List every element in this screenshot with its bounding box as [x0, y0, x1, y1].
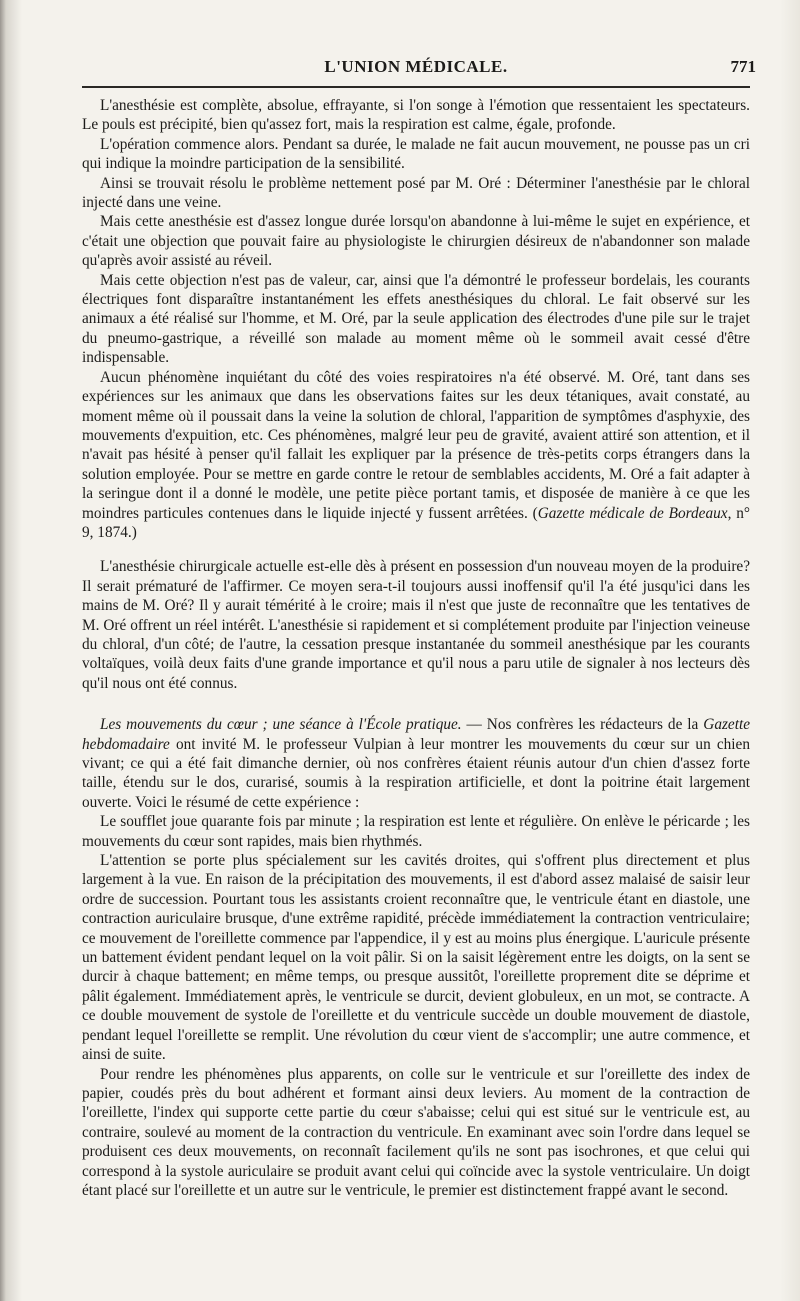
section-heading-paragraph [82, 715, 750, 812]
citation-issue: , n° 9, 1874.) [82, 504, 750, 541]
citation-open: ( [527, 504, 538, 522]
paragraph: Ainsi se trouvait résolu le problème nettement posé par M. Oré : Déterminer l'anesthésie par le chloral injecté dans une veine. [82, 174, 750, 212]
paragraph: L'attention se porte plus spécialement sur les cavités droites, qui s'offrent plus directement et plus largement à la vue. En raison de la précipitation des mouvements, il est d'abord assez malaisé de saisir leur ordre de succession. Pourtant tous les assistants croient reconnaître que, le ventricule étant en diastole, une contraction auriculaire brusque, d'une extrême rapidité, précède immédiatement la contraction ventriculaire; ce mouvement de l'oreillette commence par l'appendice, il y est au moins plus énergique. L'auricule présente un battement évident pendant lequel on la voit pâlir. Si on la saisit légèrement entre les doigts, on la sent se durcir à chaque battement; en même temps, ou presque aussitôt, l'oreillette proprement dite se déprime et pâlit également. Immédiatement après, le ventricule se durcit, devient globuleux, en un mot, se contracte. A ce double mouvement de systole de l'oreillette et du ventricule succède un double mouvement de diastole, pendant lequel l'oreillette se remplit. Une révolution du cœur vient de s'accomplir; une autre commence, et ainsi de suite. [82, 852, 750, 1064]
journal-page [82, 54, 756, 1200]
section-heading: Les mouvements du cœur ; une séance à l'École pratique. [100, 716, 462, 734]
paragraph: L'anesthésie est complète, absolue, effrayante, si l'on songe à l'émotion que ressentaient les spectateurs. Le pouls est précipité, bien qu'assez fort, mais la respiration est calme, égale, profonde. [82, 97, 750, 134]
paragraph: Mais cette objection n'est pas de valeur, car, ainsi que l'a démontré le professeur bordelais, les courants électriques font disparaître instantanément les effets anesthésiques du chloral. Le fait observé sur les animaux a été réalisé sur l'homme, et M. Oré, par la seule application des électrodes d'une pile sur le trajet du pneumo-gastrique, a réveillé son malade au moment même où le sommeil avait cessé d'être indispensable. [82, 271, 750, 367]
citation-journal: Gazette médicale de Bordeaux [537, 504, 728, 522]
running-title: L'UNION MÉDICALE. [324, 57, 508, 76]
paragraph: Mais cette anesthésie est d'assez longue durée lorsqu'on abandonne à lui-même le sujet en expérience, et c'était une objection que pouvait faire au physiologiste le chirurgien désireux de n'abandonner son malade qu'après avoir assisté au réveil. [82, 213, 750, 270]
page-number: 771 [730, 57, 756, 76]
paragraph: L'opération commence alors. Pendant sa durée, le malade ne fait aucun mouvement, ne pousse pas un cri qui indique la moindre participation de la sensibilité. [82, 135, 750, 173]
section-intro: ont invité M. le professeur Vulpian à leur montrer les mouvements du cœur sur un chien vivant; ce qui a été fait dimanche dernier, où nos confrères étaient réunis autour d'un chien d'assez forte taille, étendu sur le dos, curarisé, soumis à la respiration artificielle, et dont la poitrine était largement ouverte. Voici le résumé de cette expérience : [82, 735, 750, 811]
paragraph: Pour rendre les phénomènes plus apparents, on colle sur le ventricule et sur l'oreillette des index de papier, coudés près du bout adhérent et formant ainsi deux leviers. Au moment de la contraction de l'oreillette, l'index qui supporte cette partie du cœur s'abaisse; celui qui est situé sur le ventricule est, au contraire, soulevé au moment de la contraction du ventricule. En examinant avec soin l'ordre dans lequel se produisent ces deux mouvements, on reconnaît facilement qu'ils ne sont pas isochrones, et que celui qui correspond à la systole auriculaire se produit avant celui qui coïncide avec la systole ventriculaire. Un doigt étant placé sur l'oreillette et un autre sur le ventricule, le premier est distinctement frappé avant le second. [82, 1065, 750, 1199]
conclusion-paragraph: L'anesthésie chirurgicale actuelle est-elle dès à présent en possession d'un nouveau moyen de la produire? Il serait prématuré de l'affirmer. Ce moyen sera-t-il toujours aussi inoffensif qu'il l'a été jusqu'ici dans les mains de M. Oré? Il y aurait témérité à le croire; mais il n'est que juste de reconnaître que les tentatives de M. Oré offrent un réel intérêt. L'anesthésie si rapidement et si complétement produite par l'injection veineuse du chloral, d'un côté; de l'autre, la cessation presque instantanée du sommeil anesthésique par les courants voltaïques, voilà deux faits d'une grande importance et qu'il nous a paru utile de signaler à nos lecteurs dès qu'il nous ont été connus. [82, 558, 750, 692]
paragraph-with-citation [82, 368, 750, 543]
page-header [82, 54, 756, 80]
paragraph: Le soufflet joue quarante fois par minute ; la respiration est lente et régulière. On enlève le péricarde ; les mouvements du cœur sont rapides, mais bien rhythmés. [82, 813, 750, 850]
section-gap [82, 542, 750, 557]
heading-dash: — Nos confrères les rédacteurs de la [461, 716, 704, 734]
journal-name: Gazette hebdomadaire [82, 716, 750, 753]
header-rule [82, 86, 750, 88]
paragraph-text: Aucun phénomène inquiétant du côté des voies respiratoires n'a été observé. M. Oré, tant dans ses expériences sur les animaux que dans les observations faites sur les deux tétaniques, avait constaté, au moment même où il poussait dans la veine la solution de chloral, l'apparition de symptômes d'asphyxie, des mouvements d'expuition, etc. Ces phénomènes, malgré leur peu de gravité, avaient attiré son attention, et il n'avait pas hésité à penser qu'il fallait les expliquer par la présence de très-petits corps étrangers dans la solution employée. Pour se mettre en garde contre le retour de semblables accidents, M. Oré a fait adapter à la seringue dont il a donné le modèle, une petite pièce portant tamis, et disposée de manière à ce que les moindres particules contenues dans le liquide injecté y fussent arrêtées. [82, 368, 750, 522]
section-gap [82, 693, 750, 715]
article-body [82, 96, 750, 1200]
